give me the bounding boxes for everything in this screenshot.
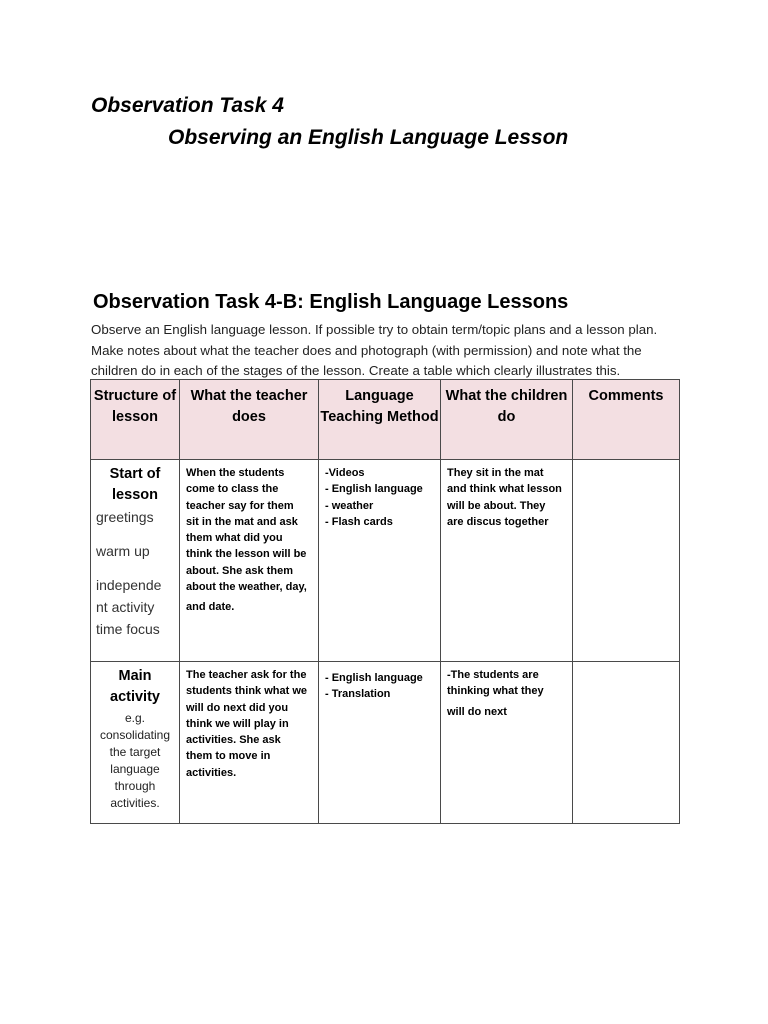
stage-item: independe bbox=[96, 577, 162, 593]
method-cell: -Videos - English language - weather - Flash cards bbox=[319, 460, 441, 662]
children-cell: They sit in the mat and think what lesson will be about. They are discus together bbox=[441, 460, 573, 662]
header-what-children-do: What the children do bbox=[441, 380, 573, 460]
task-subtitle: Observing an English Language Lesson bbox=[168, 126, 569, 149]
header-what-teacher-does: What the teacher does bbox=[180, 380, 319, 460]
table-row bbox=[91, 460, 680, 662]
header-comments: Comments bbox=[573, 380, 680, 460]
stage-item: greetings bbox=[96, 509, 154, 525]
stage-item: time focus bbox=[96, 621, 160, 637]
stage-cell-main-activity bbox=[91, 662, 180, 824]
observation-table bbox=[90, 379, 680, 824]
stage-title: Start of lesson bbox=[109, 466, 161, 503]
stage-items bbox=[91, 506, 179, 640]
method-cell: - English language - Translation bbox=[319, 662, 441, 824]
table-header-row bbox=[91, 380, 680, 460]
comments-cell bbox=[573, 460, 680, 662]
children-cell: -The students are thinking what they will do next bbox=[441, 662, 573, 824]
table-row bbox=[91, 662, 680, 824]
teacher-cell: The teacher ask for the students think what we will do next did you think we will play in activities. She ask them to move in activities. bbox=[180, 662, 319, 824]
stage-cell-start-of-lesson bbox=[91, 460, 180, 662]
section-heading: Observation Task 4-B: English Language Lessons bbox=[93, 291, 569, 313]
stage-title: Main activity bbox=[110, 668, 160, 705]
stage-description: e.g. consolidating the target language through activities. bbox=[99, 711, 171, 810]
teacher-cell: When the students come to class the teacher say for them sit in the mat and ask them what did you think the lesson will be about. She ask them about the weather, day, and date. bbox=[180, 460, 319, 662]
header-language-teaching-method: Language Teaching Method bbox=[319, 380, 441, 460]
comments-cell bbox=[573, 662, 680, 824]
instructions-paragraph: Observe an English language lesson. If possible try to obtain term/topic plans and a lesson plan. Make notes about what the teacher does and photograph (with permission) and note what the children do in each of the stages of the lesson. Create a table which clearly illustrates this. bbox=[91, 322, 658, 378]
task-title: Observation Task 4 bbox=[91, 94, 284, 117]
stage-item: warm up bbox=[96, 543, 150, 559]
header-structure-of-lesson: Structure of lesson bbox=[91, 380, 180, 460]
stage-item: nt activity bbox=[96, 599, 155, 615]
